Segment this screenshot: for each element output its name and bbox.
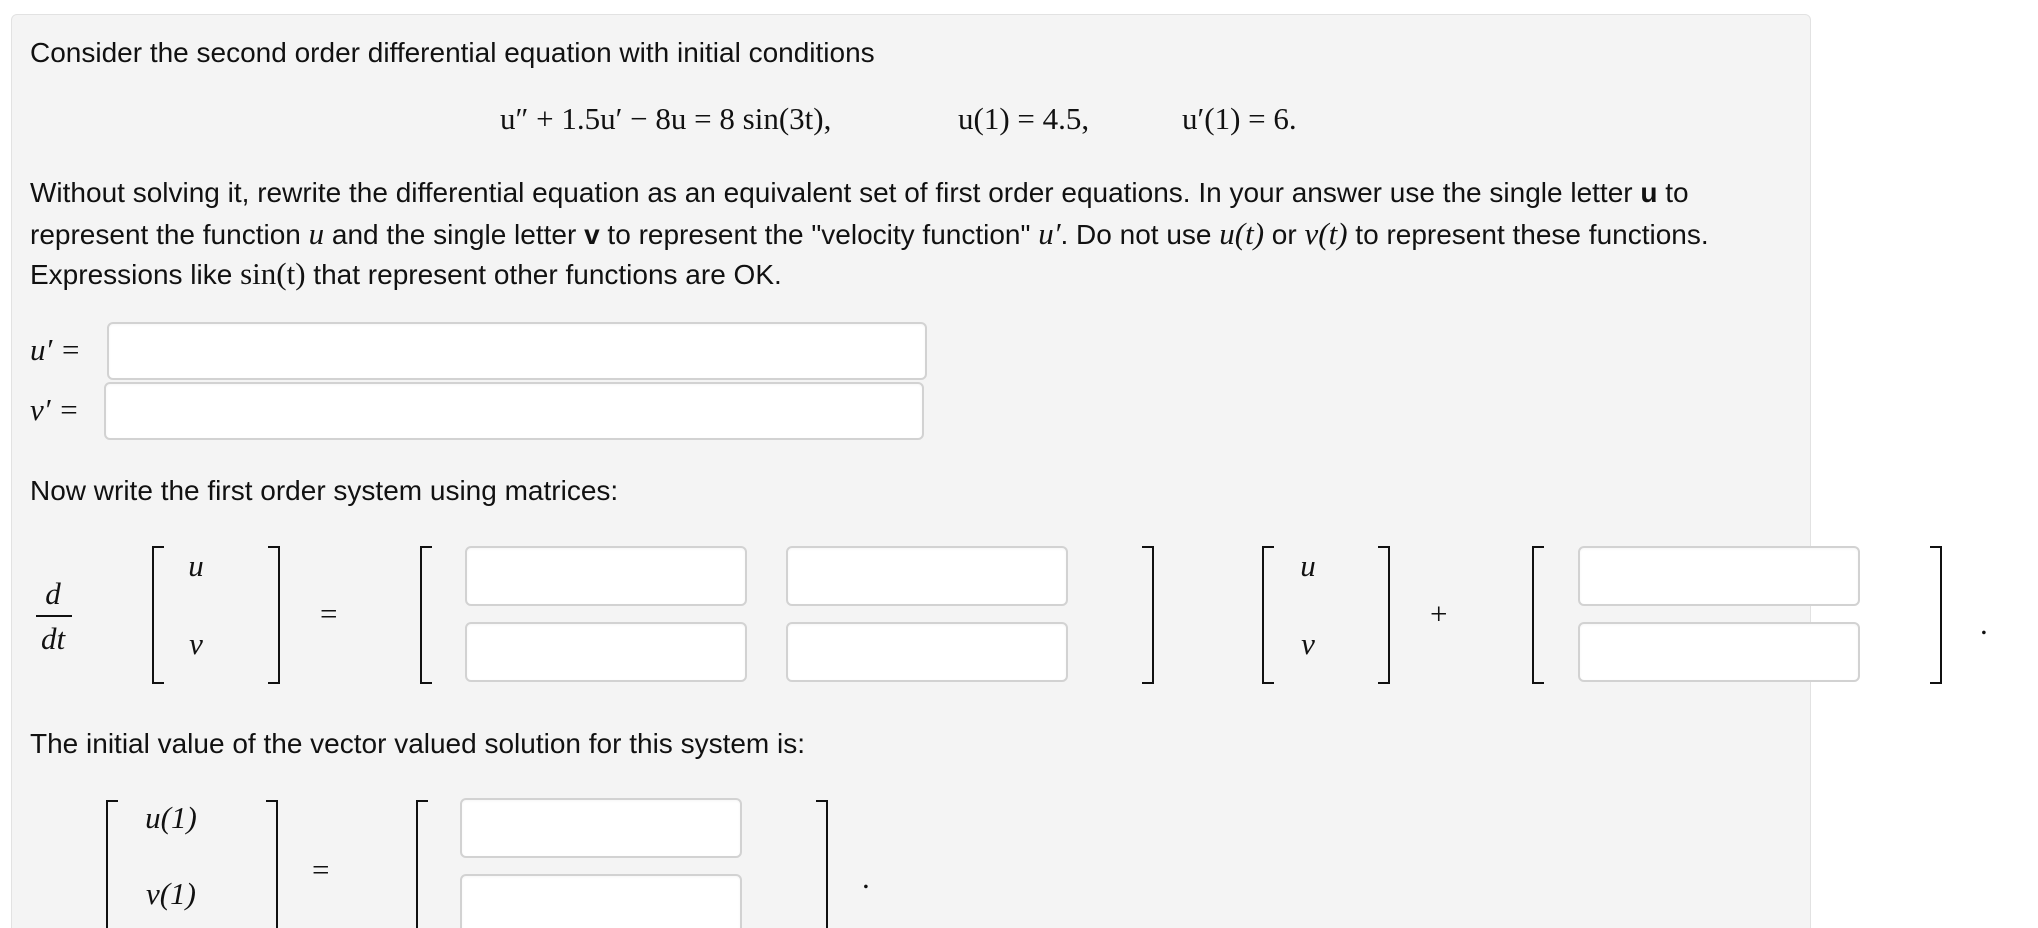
initial-value-bracket-close [816, 800, 828, 928]
initial-equals: = [312, 852, 330, 887]
matrix-a12-input[interactable] [786, 546, 1068, 606]
initial-u-label: u(1) [145, 800, 197, 835]
matrix-a21-input[interactable] [465, 622, 747, 682]
ode-equation: u″ + 1.5u′ − 8u = 8 sin(3t), [500, 101, 832, 136]
initial-value-heading: The initial value of the vector valued solution for this system is: [30, 728, 806, 759]
vector-right-u: u [1300, 548, 1316, 583]
forcing-bracket-close [1930, 546, 1942, 684]
initial-v-label: v(1) [146, 876, 196, 911]
vector-v: v [189, 626, 203, 661]
instructions-line-3: Expressions like sin(t) that represent other functions are OK. [30, 256, 782, 291]
initial-value-bracket-open [416, 800, 428, 928]
initial-value-2-input[interactable] [460, 874, 742, 928]
initial-vector-bracket-open [106, 800, 118, 928]
intro-text: Consider the second order differential equation with initial conditions [30, 37, 875, 68]
forcing-bracket-open [1532, 546, 1544, 684]
derivative-fraction-bar [36, 615, 72, 617]
vector-u: u [188, 548, 204, 583]
derivative-denominator: dt [40, 621, 66, 656]
matrix-a11-input[interactable] [465, 546, 747, 606]
instructions-line-2: represent the function u and the single letter v to represent the "velocity function" u′. Do not use u(t) or v(t) to represent these functions. [30, 216, 1709, 251]
instructions-line-1: Without solving it, rewrite the differential equation as an equivalent set of first order equations. In your answer use the single letter u to [30, 177, 1689, 208]
matrix-period: . [1980, 606, 1988, 641]
matrix-bracket-open [420, 546, 432, 684]
matrix-heading: Now write the first order system using matrices: [30, 475, 619, 506]
initial-value-1-input[interactable] [460, 798, 742, 858]
vector-right-bracket-open [1262, 546, 1274, 684]
uprime-input[interactable] [107, 322, 927, 380]
initial-vector-bracket-close [266, 800, 278, 928]
vector-right-v: v [1301, 626, 1315, 661]
forcing-b1-input[interactable] [1578, 546, 1860, 606]
matrix-equals: = [320, 596, 338, 631]
initial-condition-u: u(1) = 4.5, [958, 101, 1090, 136]
matrix-plus: + [1430, 596, 1448, 631]
matrix-a22-input[interactable] [786, 622, 1068, 682]
forcing-b2-input[interactable] [1578, 622, 1860, 682]
matrix-bracket-close [1142, 546, 1154, 684]
initial-period: . [862, 860, 870, 895]
vector-right-bracket-close [1378, 546, 1390, 684]
vprime-input[interactable] [104, 382, 924, 440]
initial-condition-uprime: u′(1) = 6. [1182, 101, 1297, 136]
vector-left-bracket-open [152, 546, 164, 684]
vector-left-bracket-close [268, 546, 280, 684]
vprime-label: v′ = [30, 392, 80, 427]
uprime-label: u′ = [30, 332, 81, 367]
derivative-numerator: d [45, 576, 61, 611]
